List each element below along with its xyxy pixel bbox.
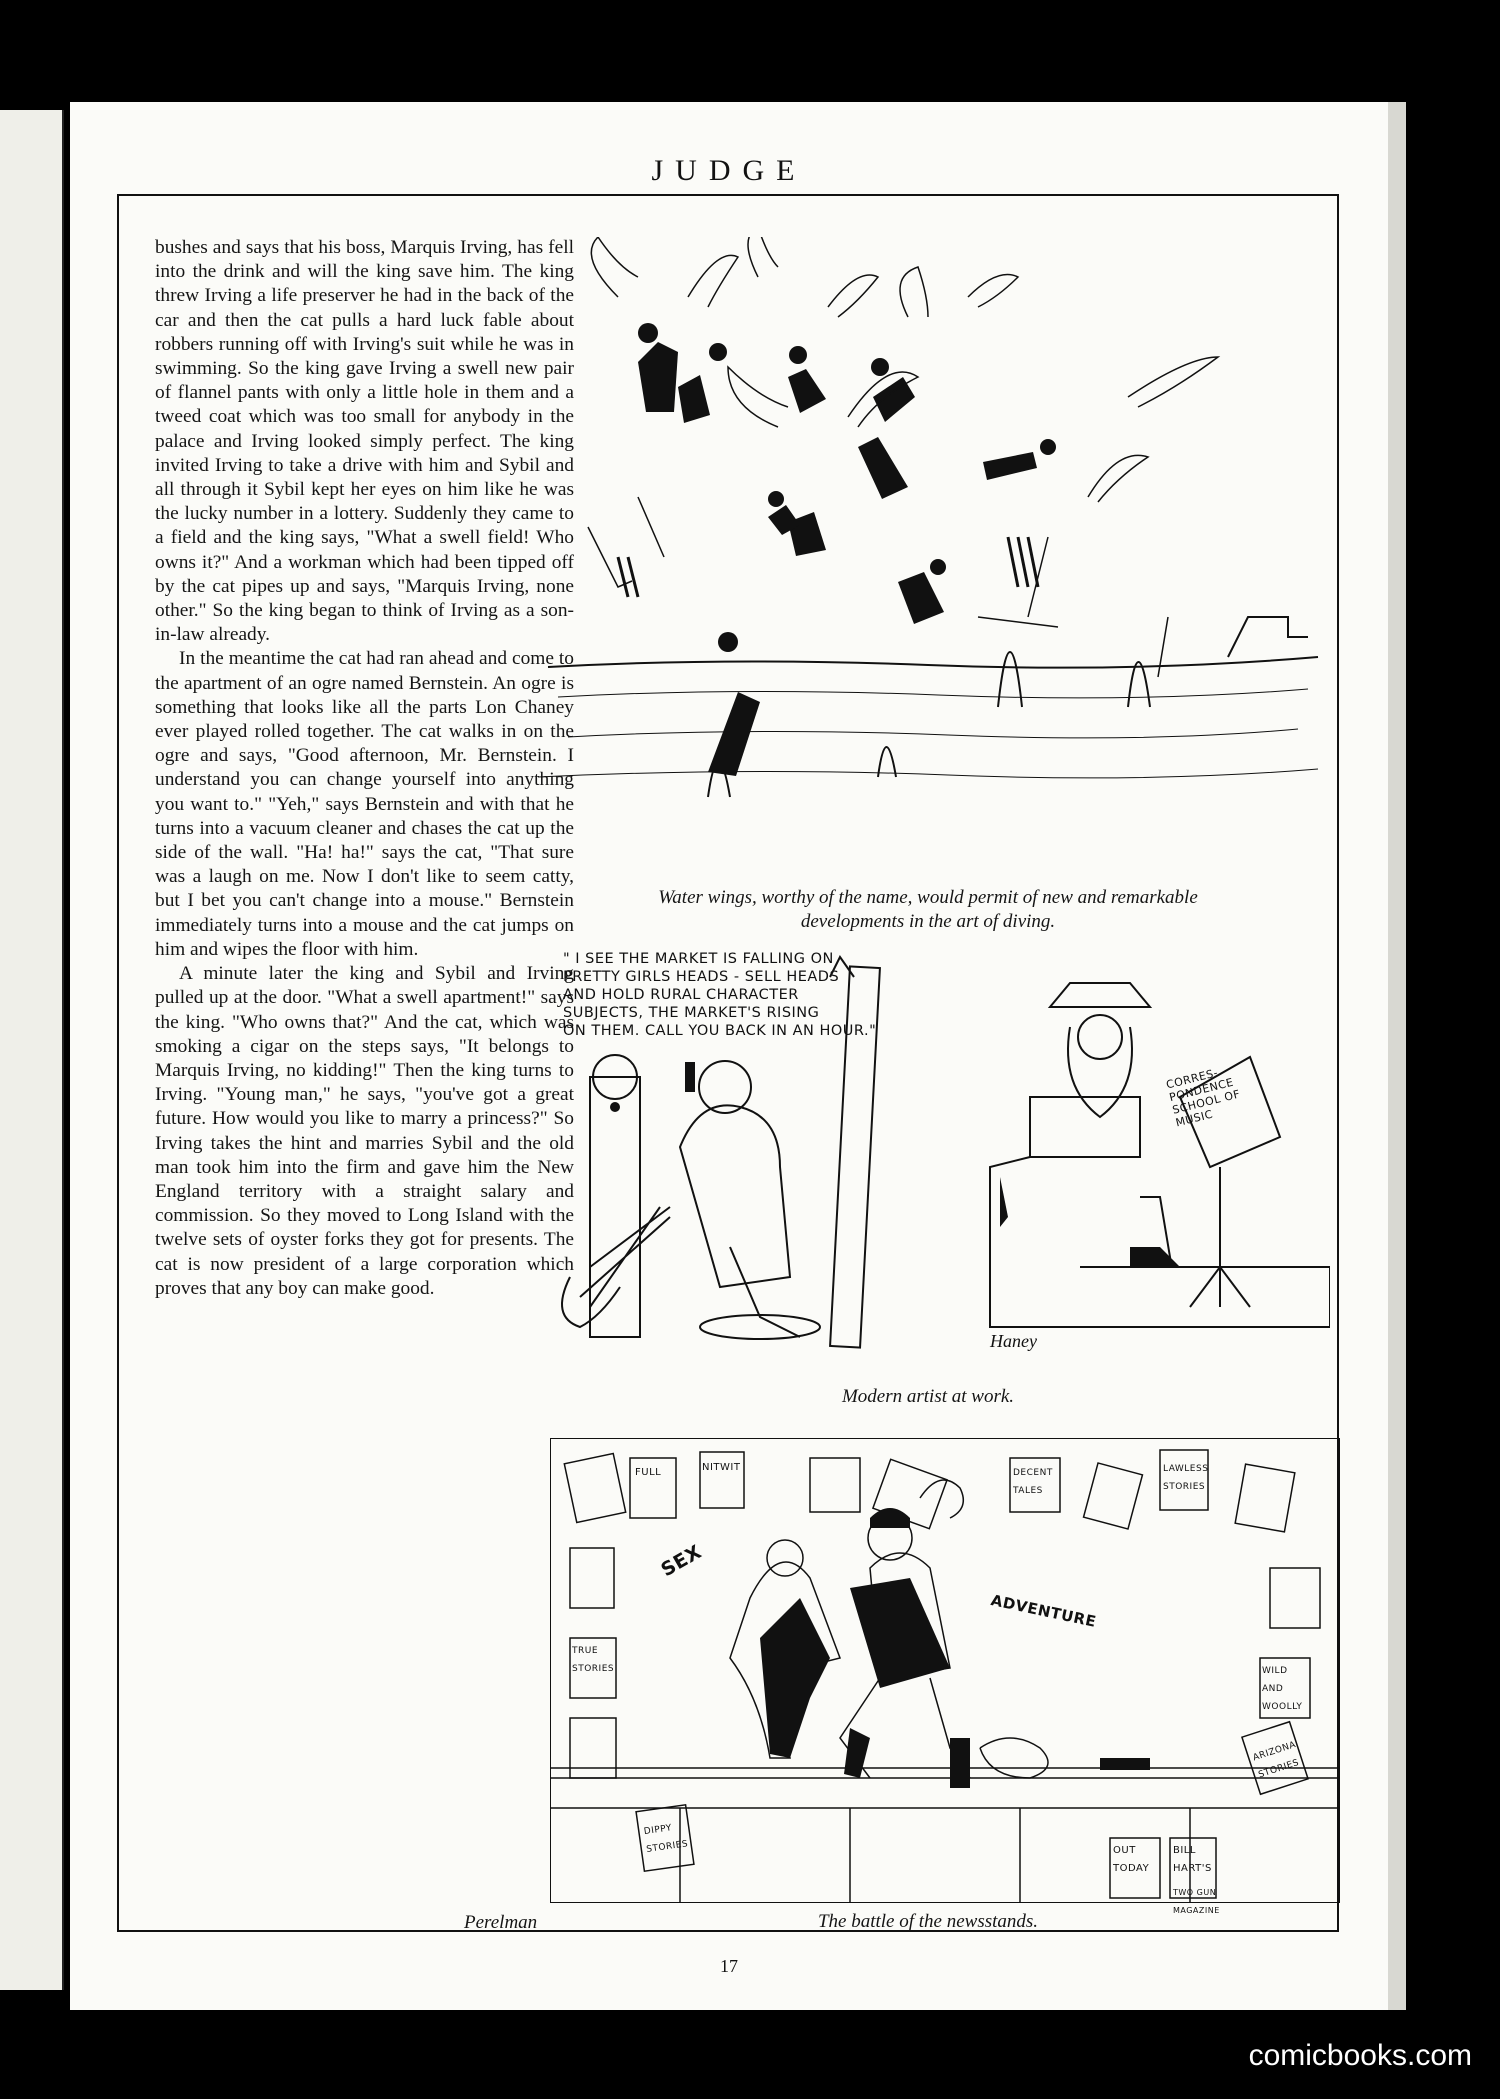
magazine-title: BILL HART'S — [1173, 1845, 1212, 1874]
magazine-title: DIPPY STORIES — [643, 1823, 689, 1855]
speech-line: AND HOLD RURAL CHARACTER — [563, 987, 799, 1003]
facing-page-edge — [0, 110, 64, 1990]
speech-line: ON THEM. CALL YOU BACK IN AN HOUR." — [563, 1023, 877, 1039]
magazine-title: DECENT TALES — [1013, 1468, 1053, 1496]
magazine-title: FULL — [635, 1467, 662, 1478]
artist-signature: Haney — [990, 1331, 1037, 1351]
page-number: 17 — [720, 1956, 738, 1976]
speech-balloon — [563, 950, 876, 1040]
caption-line: Water wings, worthy of the name, would permit of new and remarkable — [658, 887, 1198, 908]
story-paragraph: A minute later the king and Sybil and Irving pulled up at the door. "What a swell apartment!" says the king. "Who owns that?" And the cat, which was smoking a cigar on the steps says, "It belongs to Marquis Irving, no kidding!" Then the king turns to Irving. "Young man," he says, "you've got a great future. How would you like to marry a princess?" So Irving takes the hint and marries Sybil and the old man took him into the firm and gave him the New England territory with a straight salary and commission. So they moved to Long Island with the twelve sets of oyster forks they got for presents. The cat is now president of a large corporation which proves that any boy can make good. — [155, 963, 574, 1299]
story-paragraph: bushes and says that his boss, Marquis Irving, has fell into the drink and will the king save him. The king threw Irving a life preserver he had in the back of the car and then the cat pulls a hard luck fable about robbers running off with Irving's suit while he was in swimming. So the king gave Irving a swell new pair of flannel pants with only a little hole in them and a tweed coat which was too small for anybody in the palace and Irving looked simply perfect. The king invited Irving to take a drive with him and Sybil and all through it Sybil kept her eyes on him like he was the lucky number in a lottery. Suddenly they came to a field and the king says, "What a swell field! Who owns it?" And a workman which had been tipped off by the cat pipes up and says, "Marquis Irving, none other." So the king began to think of Irving as a son-in-law already. — [155, 237, 574, 646]
magazine-title: TWO GUN MAGAZINE — [1173, 1888, 1220, 1915]
banner-sex: SEX — [657, 1540, 706, 1582]
music-book-label: CORRES-PONDENCE SCHOOL OF MUSIC — [1164, 1066, 1242, 1130]
magazine-title: NITWIT — [702, 1462, 741, 1473]
speech-line: SUBJECTS, THE MARKET'S RISING — [563, 1005, 820, 1021]
magazine-title: LAWLESS STORIES — [1163, 1464, 1209, 1492]
watermark: comicbooks.com — [1248, 2039, 1472, 2072]
page-stack-edge — [1388, 102, 1406, 2010]
magazine-title: ARIZONA STORIES — [1251, 1739, 1301, 1781]
caption-diving — [528, 886, 1328, 934]
story-column — [155, 236, 574, 1301]
page-header: JUDGE — [651, 154, 807, 187]
magazine-page — [70, 102, 1388, 2010]
magazine-title: WILD AND WOOLLY — [1262, 1666, 1303, 1712]
speech-line: PRETTY GIRLS HEADS - SELL HEADS — [563, 969, 840, 985]
magazine-title: TRUE STORIES — [572, 1646, 615, 1674]
caption-artist: Modern artist at work. — [841, 1386, 1015, 1407]
speech-line: " I SEE THE MARKET IS FALLING ON — [563, 951, 834, 967]
author-signature: Perelman — [464, 1912, 538, 1933]
diving-cartoon — [528, 237, 1328, 857]
banner-adventure: ADVENTURE — [989, 1591, 1098, 1631]
caption-line: developments in the art of diving. — [800, 911, 1056, 932]
story-paragraph: In the meantime the cat had ran ahead and come to the apartment of an ogre named Bernstein. An ogre is something that looks like all the parts Lon Chaney ever played rolled together. The cat walks in on the ogre and says, "Good afternoon, Mr. Bernstein. I understand you can change yourself into anything you want to." "Yeh," says Bernstein and with that he turns into a vacuum cleaner and chases the cat up the side of the wall. "Ha! ha!" says the cat, "That sure was a laugh on me. Now I don't like to seem catty, but I bet you can't change into a mouse." Bernstein immediately turns into a mouse and the cat jumps on him and wipes the floor with him. — [155, 648, 574, 960]
caption-newsstand: The battle of the newsstands. — [817, 1911, 1039, 1932]
magazine-title: OUT TODAY — [1113, 1845, 1150, 1874]
